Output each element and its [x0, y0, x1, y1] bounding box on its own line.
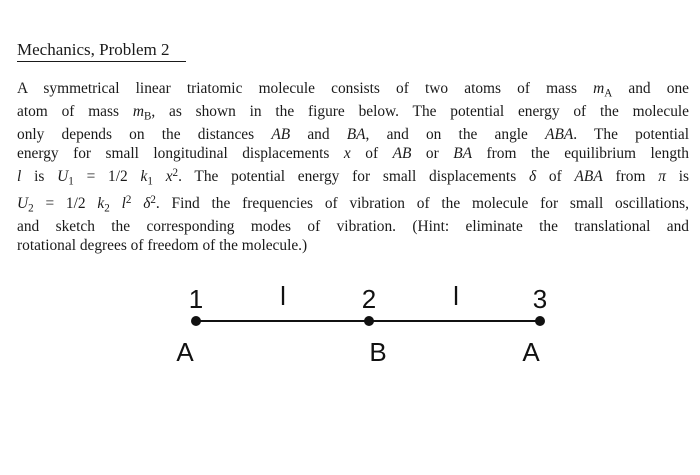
problem-text-run: from the equilibrium length	[472, 145, 689, 163]
atom-1-dot	[191, 316, 201, 326]
atom-3-dot	[535, 316, 545, 326]
math-symbol: BA	[346, 126, 366, 144]
atom-2-number: 2	[361, 284, 377, 314]
math-symbol: AB	[392, 145, 412, 163]
problem-text-run: . Find the frequencies of vibration of the molecule for small oscillations,	[155, 194, 689, 212]
math-symbol: k	[97, 194, 105, 212]
math-superscript: 2	[125, 193, 132, 206]
math-symbol: l	[17, 167, 22, 185]
problem-text-run: , and on the angle	[365, 126, 546, 144]
atom-3-number: 3	[532, 284, 548, 314]
math-symbol: m	[593, 80, 605, 97]
bond-length-label-right: l	[453, 281, 459, 311]
problem-text-run: . The potential energy for small displacements	[178, 167, 529, 185]
problem-text-run: and sketch the corresponding modes of vibration. (Hint: eliminate the translational and	[17, 218, 689, 235]
math-subscript: B	[143, 110, 152, 123]
math-symbol: k	[140, 167, 148, 185]
math-superscript: 2	[172, 166, 179, 179]
math-symbol: m	[132, 103, 144, 121]
math-symbol: δ	[143, 194, 151, 212]
atom-1-letter: A	[176, 337, 194, 367]
problem-text-run: = 1/2	[33, 194, 98, 212]
problem-text-run: . The potential	[573, 126, 689, 144]
problem-text-run: rotational degrees of freedom of the molecule.)	[17, 236, 308, 254]
problem-text-run: and one	[612, 80, 689, 97]
problem-heading: Mechanics, Problem 2	[17, 40, 170, 59]
problem-text-run: is	[21, 167, 58, 185]
math-symbol: π	[658, 167, 666, 185]
math-subscript: 1	[68, 175, 74, 188]
math-symbol: U	[17, 194, 29, 212]
problem-text-run: , as shown in the figure below. The potential energy of the molecule	[151, 103, 690, 121]
math-symbol: δ	[528, 167, 537, 185]
problem-text-run: only depends on the distances	[17, 126, 272, 144]
math-symbol: BA	[453, 145, 473, 163]
problem-text-run: or	[411, 145, 454, 163]
problem-text-run: of	[536, 167, 575, 185]
math-symbol: x	[165, 167, 173, 185]
math-subscript: 2	[104, 202, 110, 215]
math-symbol: l	[121, 194, 126, 212]
problem-text-run: energy for small longitudinal displacements	[17, 145, 344, 163]
atom-1-number: 1	[188, 284, 204, 314]
problem-text-run: A symmetrical linear triatomic molecule consists of two atoms of mass	[17, 80, 594, 97]
problem-text-run: is	[665, 167, 690, 185]
problem-text-run: of	[350, 145, 393, 163]
problem-text-run: from	[602, 167, 659, 185]
problem-text-run: = 1/2	[73, 167, 141, 185]
math-subscript: 2	[28, 202, 34, 215]
atom-2-dot	[364, 316, 374, 326]
atom-2-letter: B	[369, 337, 387, 367]
math-subscript: A	[604, 87, 613, 100]
math-symbol: ABA	[545, 126, 574, 144]
math-superscript: 2	[150, 193, 156, 206]
atom-3-letter: A	[522, 337, 540, 367]
problem-text-run: atom of mass	[17, 103, 133, 121]
problem-text-run: and	[290, 126, 347, 144]
math-symbol: ABA	[574, 167, 603, 185]
math-symbol: x	[343, 145, 351, 163]
math-subscript: 1	[147, 175, 153, 188]
bond-length-label-left: l	[280, 281, 286, 311]
math-symbol: AB	[271, 126, 291, 144]
math-symbol: U	[57, 167, 69, 185]
